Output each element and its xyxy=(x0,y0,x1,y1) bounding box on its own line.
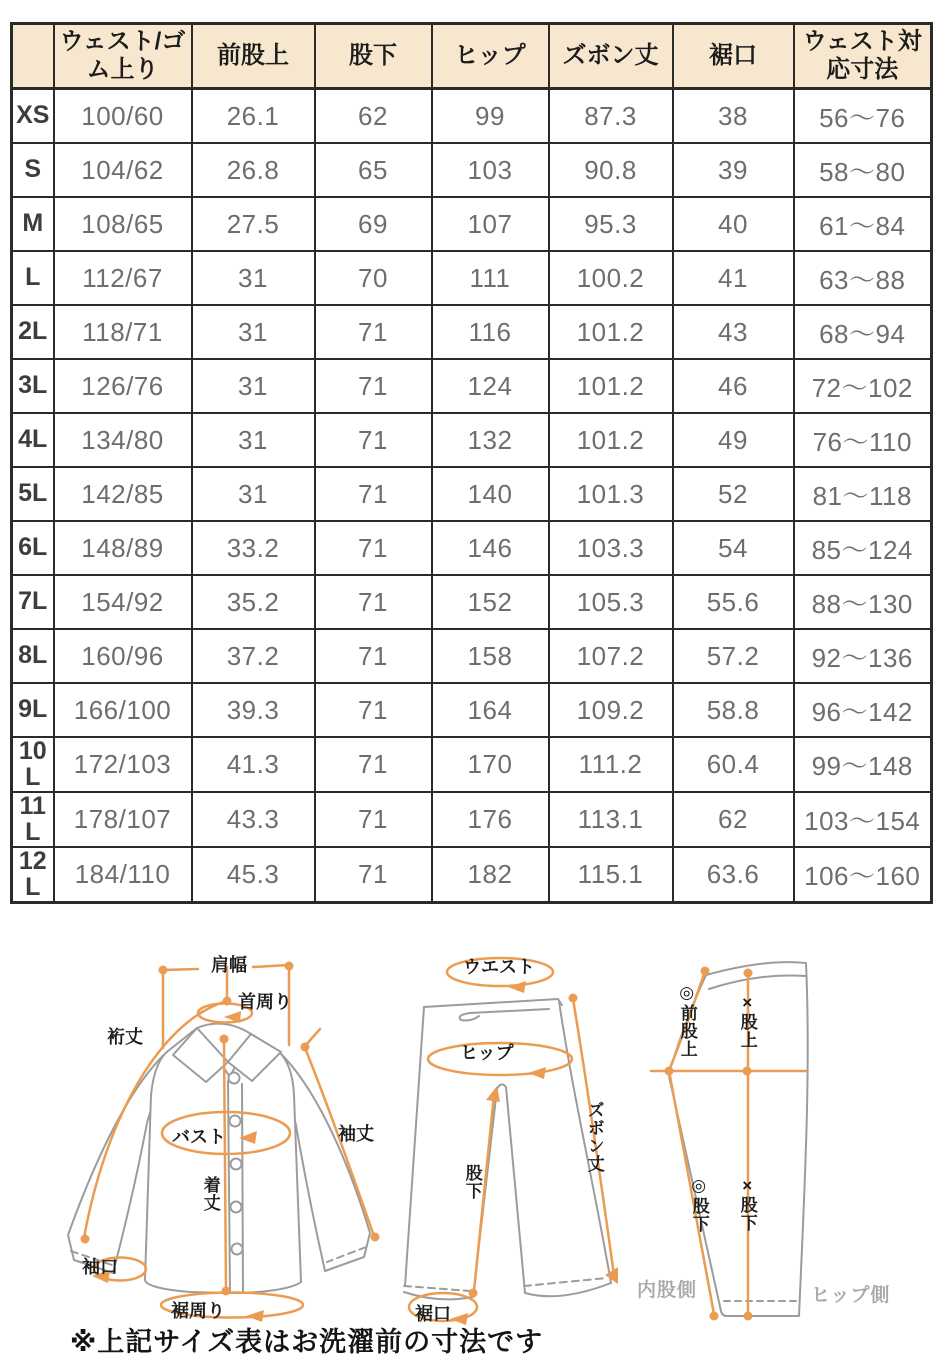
size-label: 2L xyxy=(12,305,54,359)
size-value-cell: 71 xyxy=(315,792,432,847)
size-value-cell: 88〜130 xyxy=(794,575,932,629)
size-value-cell: 166/100 xyxy=(54,683,192,737)
size-value-cell: 76〜110 xyxy=(794,413,932,467)
col-header-hip: ヒップ xyxy=(432,24,549,89)
size-value-cell: 35.2 xyxy=(192,575,315,629)
size-value-cell: 96〜142 xyxy=(794,683,932,737)
col-header-front-rise: 前股上 xyxy=(192,24,315,89)
size-label: 12L xyxy=(12,847,54,903)
size-value-cell: 101.2 xyxy=(549,359,673,413)
size-label: 11L xyxy=(12,792,54,847)
neck-label: 首周り xyxy=(238,992,292,1012)
size-label: L xyxy=(12,251,54,305)
size-value-cell: 101.2 xyxy=(549,413,673,467)
corner-cell xyxy=(12,24,54,89)
pants-length-label: ズボン丈 xyxy=(584,1101,604,1173)
size-value-cell: 118/71 xyxy=(54,305,192,359)
size-value-cell: 62 xyxy=(315,89,432,144)
size-value-cell: 134/80 xyxy=(54,413,192,467)
size-value-cell: 54 xyxy=(673,521,794,575)
size-value-cell: 31 xyxy=(192,359,315,413)
table-row xyxy=(12,467,932,521)
size-value-cell: 65 xyxy=(315,143,432,197)
size-value-cell: 71 xyxy=(315,521,432,575)
size-value-cell: 109.2 xyxy=(549,683,673,737)
size-value-cell: 115.1 xyxy=(549,847,673,903)
size-label: 6L xyxy=(12,521,54,575)
size-value-cell: 71 xyxy=(315,305,432,359)
size-value-cell: 176 xyxy=(432,792,549,847)
size-value-cell: 57.2 xyxy=(673,629,794,683)
size-value-cell: 182 xyxy=(432,847,549,903)
size-chart-table xyxy=(10,22,933,904)
size-label: 8L xyxy=(12,629,54,683)
size-value-cell: 140 xyxy=(432,467,549,521)
table-row xyxy=(12,359,932,413)
size-value-cell: 101.3 xyxy=(549,467,673,521)
size-value-cell: 37.2 xyxy=(192,629,315,683)
size-value-cell: 99〜148 xyxy=(794,737,932,792)
size-value-cell: 38 xyxy=(673,89,794,144)
size-value-cell: 85〜124 xyxy=(794,521,932,575)
size-value-cell: 46 xyxy=(673,359,794,413)
table-row xyxy=(12,89,932,144)
size-value-cell: 160/96 xyxy=(54,629,192,683)
size-value-cell: 106〜160 xyxy=(794,847,932,903)
size-value-cell: 105.3 xyxy=(549,575,673,629)
size-label: XS xyxy=(12,89,54,144)
size-value-cell: 71 xyxy=(315,413,432,467)
size-value-cell: 61〜84 xyxy=(794,197,932,251)
size-value-cell: 71 xyxy=(315,847,432,903)
size-value-cell: 71 xyxy=(315,575,432,629)
size-value-cell: 56〜76 xyxy=(794,89,932,144)
size-value-cell: 68〜94 xyxy=(794,305,932,359)
size-value-cell: 92〜136 xyxy=(794,629,932,683)
size-value-cell: 107 xyxy=(432,197,549,251)
size-value-cell: 104/62 xyxy=(54,143,192,197)
size-value-cell: 31 xyxy=(192,467,315,521)
size-label: 5L xyxy=(12,467,54,521)
col-header-pants-length: ズボン丈 xyxy=(549,24,673,89)
size-value-cell: 63〜88 xyxy=(794,251,932,305)
size-label: M xyxy=(12,197,54,251)
diagram-artwork xyxy=(0,945,940,1325)
hem-opening-label: 裾口 xyxy=(415,1304,451,1324)
size-value-cell: 113.1 xyxy=(549,792,673,847)
size-value-cell: 71 xyxy=(315,467,432,521)
size-value-cell: 26.8 xyxy=(192,143,315,197)
shirt-outline xyxy=(68,1024,370,1293)
col-header-waist-elastic: ウェスト/ゴム上り xyxy=(54,24,192,89)
table-row xyxy=(12,413,932,467)
size-value-cell: 178/107 xyxy=(54,792,192,847)
size-value-cell: 52 xyxy=(673,467,794,521)
size-label: 4L xyxy=(12,413,54,467)
size-value-cell: 103.3 xyxy=(549,521,673,575)
size-value-cell: 31 xyxy=(192,413,315,467)
inseam-b-label: ×股下 xyxy=(737,1176,757,1232)
table-row xyxy=(12,629,932,683)
size-value-cell: 90.8 xyxy=(549,143,673,197)
size-value-cell: 41 xyxy=(673,251,794,305)
size-value-cell: 112/67 xyxy=(54,251,192,305)
inseam-front-label: 股下 xyxy=(462,1164,482,1200)
hip-label: ヒップ xyxy=(460,1043,514,1063)
table-row xyxy=(12,737,932,792)
size-value-cell: 101.2 xyxy=(549,305,673,359)
size-value-cell: 116 xyxy=(432,305,549,359)
size-value-cell: 148/89 xyxy=(54,521,192,575)
size-value-cell: 58〜80 xyxy=(794,143,932,197)
cuff-label: 袖口 xyxy=(82,1257,118,1277)
header-row xyxy=(12,24,932,89)
pants-side-annotations xyxy=(651,971,806,1314)
size-value-cell: 31 xyxy=(192,251,315,305)
size-value-cell: 43 xyxy=(673,305,794,359)
size-value-cell: 45.3 xyxy=(192,847,315,903)
size-value-cell: 31 xyxy=(192,305,315,359)
inner-side-label: 内股側 xyxy=(637,1280,698,1301)
table-row xyxy=(12,143,932,197)
table-row xyxy=(12,251,932,305)
size-value-cell: 100.2 xyxy=(549,251,673,305)
size-label: 3L xyxy=(12,359,54,413)
size-value-cell: 103〜154 xyxy=(794,792,932,847)
col-header-inseam: 股下 xyxy=(315,24,432,89)
size-value-cell: 41.3 xyxy=(192,737,315,792)
size-value-cell: 33.2 xyxy=(192,521,315,575)
size-value-cell: 70 xyxy=(315,251,432,305)
size-value-cell: 103 xyxy=(432,143,549,197)
table-row xyxy=(12,683,932,737)
size-value-cell: 170 xyxy=(432,737,549,792)
size-value-cell: 126/76 xyxy=(54,359,192,413)
table-row xyxy=(12,197,932,251)
size-label: 7L xyxy=(12,575,54,629)
size-value-cell: 72〜102 xyxy=(794,359,932,413)
col-header-waist-range: ウェスト対応寸法 xyxy=(794,24,932,89)
size-value-cell: 27.5 xyxy=(192,197,315,251)
col-header-hem: 裾口 xyxy=(673,24,794,89)
size-value-cell: 69 xyxy=(315,197,432,251)
size-label: 10L xyxy=(12,737,54,792)
size-label: S xyxy=(12,143,54,197)
size-value-cell: 100/60 xyxy=(54,89,192,144)
size-value-cell: 184/110 xyxy=(54,847,192,903)
size-value-cell: 99 xyxy=(432,89,549,144)
size-value-cell: 124 xyxy=(432,359,549,413)
size-value-cell: 71 xyxy=(315,359,432,413)
size-value-cell: 55.6 xyxy=(673,575,794,629)
size-value-cell: 142/85 xyxy=(54,467,192,521)
size-value-cell: 132 xyxy=(432,413,549,467)
table-row xyxy=(12,521,932,575)
table-row xyxy=(12,575,932,629)
size-value-cell: 95.3 xyxy=(549,197,673,251)
sleeve-length-label: 袖丈 xyxy=(338,1124,374,1144)
size-value-cell: 40 xyxy=(673,197,794,251)
size-value-cell: 62 xyxy=(673,792,794,847)
size-value-cell: 111 xyxy=(432,251,549,305)
front-rise-label: ◎前股上 xyxy=(677,983,697,1058)
bust-label: バスト xyxy=(172,1127,226,1147)
size-label: 9L xyxy=(12,683,54,737)
table-row xyxy=(12,305,932,359)
size-value-cell: 87.3 xyxy=(549,89,673,144)
shoulder-width-label: 肩幅 xyxy=(211,955,247,975)
table-row xyxy=(12,792,932,847)
size-value-cell: 26.1 xyxy=(192,89,315,144)
size-value-cell: 154/92 xyxy=(54,575,192,629)
size-value-cell: 108/65 xyxy=(54,197,192,251)
rise-label: ×股上 xyxy=(737,993,757,1049)
size-value-cell: 111.2 xyxy=(549,737,673,792)
yuki-length-label: 裄丈 xyxy=(107,1027,143,1047)
size-value-cell: 146 xyxy=(432,521,549,575)
hem-around-label: 裾周り xyxy=(171,1301,225,1321)
body-length-label: 着丈 xyxy=(200,1176,220,1212)
size-value-cell: 172/103 xyxy=(54,737,192,792)
inseam-a-label: ◎股下 xyxy=(689,1176,709,1233)
size-value-cell: 81〜118 xyxy=(794,467,932,521)
size-value-cell: 58.8 xyxy=(673,683,794,737)
size-value-cell: 39 xyxy=(673,143,794,197)
size-value-cell: 71 xyxy=(315,629,432,683)
measurement-diagrams xyxy=(0,945,940,1325)
pre-wash-note: ※上記サイズ表はお洗濯前の寸法です xyxy=(70,1327,544,1357)
table-row xyxy=(12,847,932,903)
size-value-cell: 164 xyxy=(432,683,549,737)
hip-side-label: ヒップ側 xyxy=(811,1285,891,1306)
size-value-cell: 49 xyxy=(673,413,794,467)
size-value-cell: 107.2 xyxy=(549,629,673,683)
size-value-cell: 152 xyxy=(432,575,549,629)
size-value-cell: 43.3 xyxy=(192,792,315,847)
size-value-cell: 71 xyxy=(315,683,432,737)
size-value-cell: 63.6 xyxy=(673,847,794,903)
size-value-cell: 60.4 xyxy=(673,737,794,792)
size-table-body xyxy=(12,89,932,903)
size-value-cell: 158 xyxy=(432,629,549,683)
size-value-cell: 39.3 xyxy=(192,683,315,737)
size-value-cell: 71 xyxy=(315,737,432,792)
waist-label: ウエスト xyxy=(463,957,535,977)
